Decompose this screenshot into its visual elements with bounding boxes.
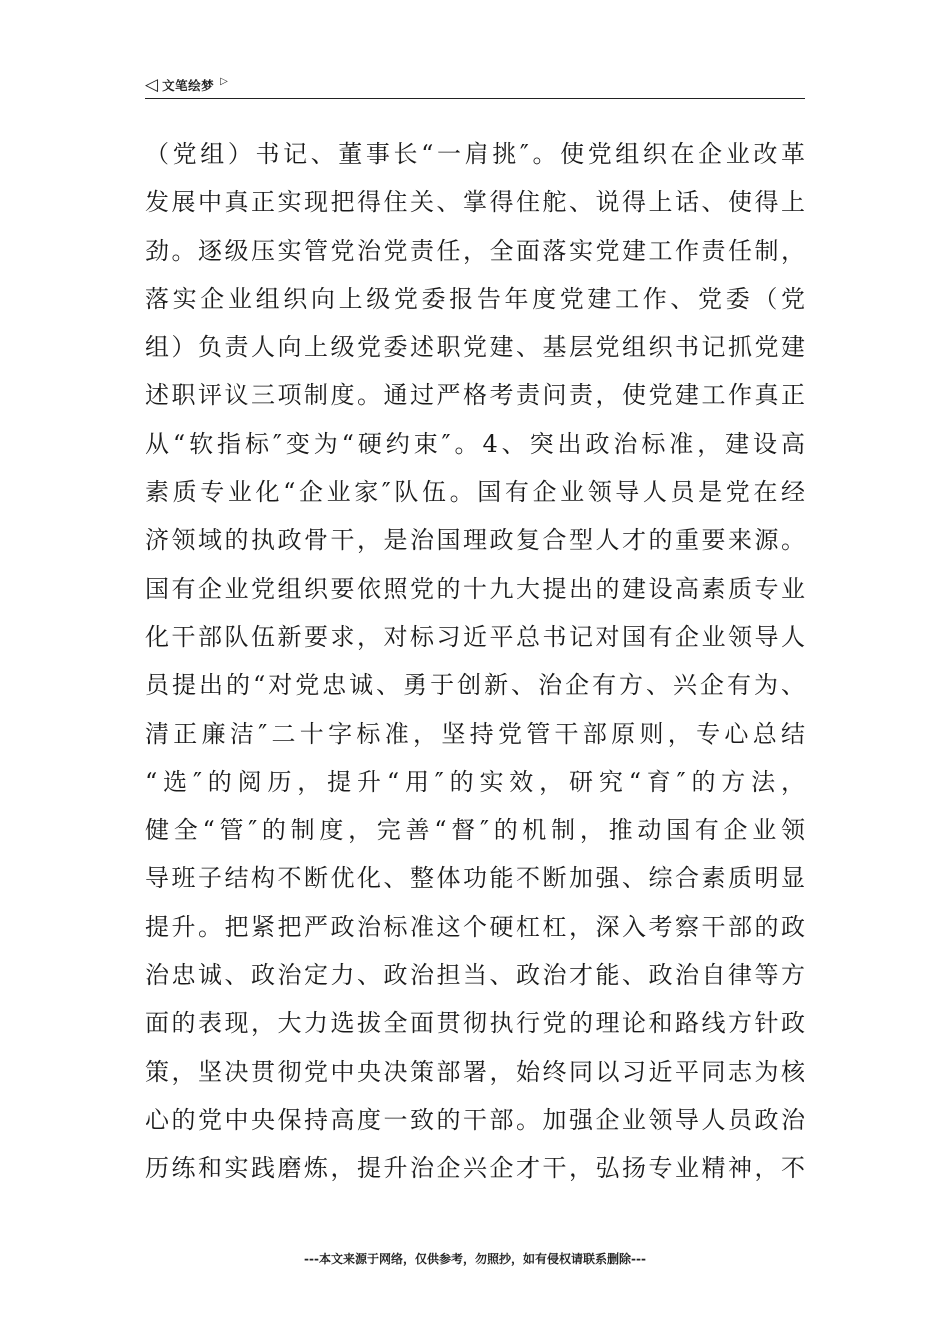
text-line-11: 化干部队伍新要求，对标习近平总书记对国有企业领导人 <box>145 622 808 651</box>
page-header <box>145 72 805 99</box>
text-line-10: 国有企业党组织要依照党的十九大提出的建设高素质专业 <box>145 574 808 603</box>
text-line-21: 心的党中央保持高度一致的干部。加强企业领导人员政治 <box>145 1105 808 1134</box>
text-line-18: 治忠诚、政治定力、政治担当、政治才能、政治自律等方 <box>145 961 808 990</box>
text-line-13: 清正廉洁″二十字标准，坚持党管干部原则，专心总结 <box>145 719 810 748</box>
text-line-12: 员提出的“对党忠诚、勇于创新、治企有方、兴企有为、 <box>145 671 808 700</box>
text-line-20: 策，坚决贯彻党中央决策部署，始终同以习近平同志为核 <box>145 1057 808 1086</box>
text-line-1: （党组）书记、董事长“一肩挑″。使党组织在企业改革 <box>145 140 809 168</box>
text-line-4: 落实企业组织向上级党委报告年度党建工作、党委（党 <box>145 284 809 313</box>
text-line-22: 历练和实践磨炼，提升治企兴企才干，弘扬专业精神，不 <box>145 1154 808 1183</box>
text-line-14: “选″的阅历，提升“用″的实效，研究“育″的方法， <box>145 767 811 796</box>
triangle-left-icon: ◁ <box>145 74 159 95</box>
text-line-5: 组）负责人向上级党委述职党建、基层党组织书记抓党建 <box>145 333 808 362</box>
text-line-15: 健全“管″的制度，完善“督″的机制，推动国有企业领 <box>145 816 810 845</box>
text-line-17: 提升。把紧把严政治标准这个硬杠杠，深入考察干部的政 <box>145 912 808 941</box>
body-text <box>145 130 811 1193</box>
text-line-9: 济领域的执政骨干，是治国理政复合型人才的重要来源。 <box>145 526 808 555</box>
triangle-right-icon: ▷ <box>220 76 228 87</box>
text-line-16: 导班子结构不断优化、整体功能不断加强、综合素质明显 <box>145 864 808 893</box>
text-line-7: 从“软指标″变为“硬约束″。4、突出政治标准，建设高 <box>145 429 809 458</box>
text-line-6: 述职评议三项制度。通过严格考责问责，使党建工作真正 <box>145 381 808 410</box>
header-brand: 文笔绘梦 <box>162 78 215 93</box>
text-line-8: 素质专业化“企业家″队伍。国有企业领导人员是党在经 <box>145 478 809 507</box>
text-line-2: 发展中真正实现把得住关、掌得住舵、说得上话、使得上 <box>145 188 808 217</box>
footer-disclaimer: ---本文来源于网络，仅供参考，勿照抄，如有侵权请联系删除--- <box>304 1252 646 1266</box>
text-line-19: 面的表现，大力选拔全面贯彻执行党的理论和路线方针政 <box>145 1009 808 1038</box>
text-line-3: 劲。逐级压实管党治党责任，全面落实党建工作责任制， <box>145 236 808 265</box>
